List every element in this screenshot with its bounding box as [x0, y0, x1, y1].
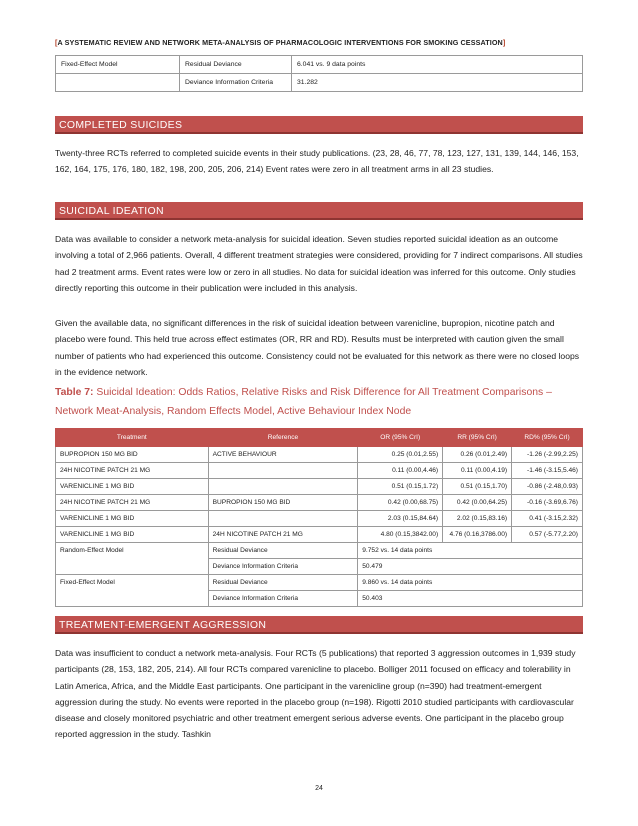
- section-heading-text: SUICIDAL IDEATION: [59, 205, 164, 217]
- table-cell: 9.752 vs. 14 data points: [358, 543, 583, 559]
- section-heading-aggression: [55, 616, 583, 634]
- table-header-row: [56, 429, 583, 447]
- paragraph: Twenty-three RCTs referred to completed suicide events in their study publications. (23, 28, 46, 77, 78, 123, 127, 131, 139, 144, 146, 153, 162, 164, 175, 176, 180, 182, 198, 200, 205, 206, 214) Event rates were zero in all treatment arms in all 23 studies.: [55, 148, 579, 175]
- table-cell: [56, 74, 180, 92]
- table-cell: -1.26 (-2.99,2.25): [512, 447, 583, 463]
- table-cell: 0.42 (0.00,64.25): [443, 495, 512, 511]
- table-cell: ACTIVE BEHAVIOUR: [208, 447, 358, 463]
- table-row: [56, 575, 583, 591]
- table-cell: 0.51 (0.15,1.70): [443, 479, 512, 495]
- table-cell: 50.479: [358, 559, 583, 575]
- table-cell: 9.860 vs. 14 data points: [358, 575, 583, 591]
- table-cell: Deviance Information Criteria: [208, 591, 358, 607]
- table-row: [56, 447, 583, 463]
- table-row: [56, 56, 583, 74]
- table-cell: 0.41 (-3.15,2.32): [512, 511, 583, 527]
- column-header: Reference: [208, 429, 358, 447]
- table-cell: 2.02 (0.15,83.16): [443, 511, 512, 527]
- page-number: 24: [315, 785, 323, 792]
- table-caption-text: Suicidal Ideation: Odds Ratios, Relative Risks and Risk Difference for All Treatment Comparisons – Network Meat-Analysis, Random Effects Model, Active Behaviour Index Node: [55, 387, 552, 417]
- running-header: [A SYSTEMATIC REVIEW AND NETWORK META-ANALYSIS OF PHARMACOLOGIC INTERVENTIONS FOR SMOKING CESSATION]: [55, 38, 506, 47]
- table-cell: VARENICLINE 1 MG BID: [56, 511, 209, 527]
- table-cell: 0.51 (0.15,1.72): [358, 479, 443, 495]
- paragraph: Data was available to consider a network meta-analysis for suicidal ideation. Seven studies reported suicidal ideation as an outcome involving a total of 2,966 patients. Overall, 4 different treatment strategies were considered, providing for 7 indirect comparisons. All studies had 2 treatment arms. Event rates were low or zero in all studies. No data for suicidal ideation was inferred for this outcome. Only studies directly reporting this outcome in their publication were included in this analysis.: [55, 234, 583, 293]
- table-cell: [208, 479, 358, 495]
- table-row: [56, 543, 583, 559]
- table-cell: 24H NICOTINE PATCH 21 MG: [56, 495, 209, 511]
- table-cell: -1.46 (-3.15,5.46): [512, 463, 583, 479]
- table-cell: Deviance Information Criteria: [180, 74, 292, 92]
- section-heading-text: COMPLETED SUICIDES: [59, 119, 183, 131]
- table-cell: [208, 511, 358, 527]
- table-cell: 4.76 (0.16,3786.00): [443, 527, 512, 543]
- table-cell: BUPROPION 150 MG BID: [56, 447, 209, 463]
- table-row: [56, 74, 583, 92]
- column-header: Treatment: [56, 429, 209, 447]
- table-cell: Residual Deviance: [180, 56, 292, 74]
- model-name-cell: Fixed-Effect Model: [56, 575, 209, 607]
- model-fit-table: [55, 55, 583, 92]
- section-heading-completed-suicides: [55, 116, 583, 134]
- table-row: [56, 511, 583, 527]
- table-cell: 0.57 (-5.77,2.20): [512, 527, 583, 543]
- table-cell: 24H NICOTINE PATCH 21 MG: [208, 527, 358, 543]
- table-cell: 24H NICOTINE PATCH 21 MG: [56, 463, 209, 479]
- table-cell: Deviance Information Criteria: [208, 559, 358, 575]
- table-row: [56, 463, 583, 479]
- column-header: OR (95% CrI): [358, 429, 443, 447]
- table-cell: 4.80 (0.15,3842.00): [358, 527, 443, 543]
- model-name-cell: Random-Effect Model: [56, 543, 209, 575]
- column-header: RD% (95% CrI): [512, 429, 583, 447]
- table-7: [55, 428, 583, 607]
- table-cell: Residual Deviance: [208, 543, 358, 559]
- section-heading-text: TREATMENT-EMERGENT AGGRESSION: [59, 619, 267, 631]
- table-row: [56, 495, 583, 511]
- table-cell: VARENICLINE 1 MG BID: [56, 527, 209, 543]
- paragraph: Data was insufficient to conduct a network meta-analysis. Four RCTs (5 publications) that reported 3 aggression outcomes in 1,939 study participants (28, 153, 182, 205, 214). All four RCTs compared varenicline to placebo. Bolliger 2011 focused on efficacy and tolerability in Latin America, Africa, and the Middle East participants. One participant in the varenicline group (n=390) had treatment-emergent aggression during the study. No events were reported in the placebo group (n=198). Rigotti 2010 studied participants with cardiovascular disease and closely monitored psychiatric and other treatment emergent serious adverse events. One participant in the placebo group reported aggression in the study. Tashkin: [55, 648, 576, 740]
- table-row: [56, 479, 583, 495]
- table-cell: 0.42 (0.00,68.75): [358, 495, 443, 511]
- column-header: RR (95% CrI): [443, 429, 512, 447]
- table-cell: 0.11 (0.00,4.46): [358, 463, 443, 479]
- table-cell: 0.11 (0.00,4.19): [443, 463, 512, 479]
- table-label: Table 7:: [55, 387, 94, 398]
- table-cell: 2.03 (0.15,84.64): [358, 511, 443, 527]
- table-cell: [208, 463, 358, 479]
- table-caption: [55, 384, 585, 421]
- table-cell: Residual Deviance: [208, 575, 358, 591]
- table-row: [56, 527, 583, 543]
- table-cell: 0.25 (0.01,2.55): [358, 447, 443, 463]
- table-cell: Fixed-Effect Model: [56, 56, 180, 74]
- table-cell: BUPROPION 150 MG BID: [208, 495, 358, 511]
- table-cell: -0.16 (-3.69,6.76): [512, 495, 583, 511]
- section-heading-suicidal-ideation: [55, 202, 583, 220]
- table-cell: -0.86 (-2.48,0.93): [512, 479, 583, 495]
- table-cell: 50.403: [358, 591, 583, 607]
- table-cell: 0.26 (0.01,2.49): [443, 447, 512, 463]
- table-cell: 6.041 vs. 9 data points: [292, 56, 583, 74]
- table-cell: VARENICLINE 1 MG BID: [56, 479, 209, 495]
- running-header-text: A SYSTEMATIC REVIEW AND NETWORK META-ANALYSIS OF PHARMACOLOGIC INTERVENTIONS FOR SMOKING CESSATION: [57, 38, 503, 47]
- paragraph: Given the available data, no significant differences in the risk of suicidal ideation between varenicline, bupropion, nicotine patch and placebo were found. This held true across effect estimates (OR, RR and RD). Results must be interpreted with caution given the small number of patients who had experienced this outcome. Consistency could not be evaluated for this network as there were no closed loops in the evidence network.: [55, 318, 580, 377]
- table-cell: 31.282: [292, 74, 583, 92]
